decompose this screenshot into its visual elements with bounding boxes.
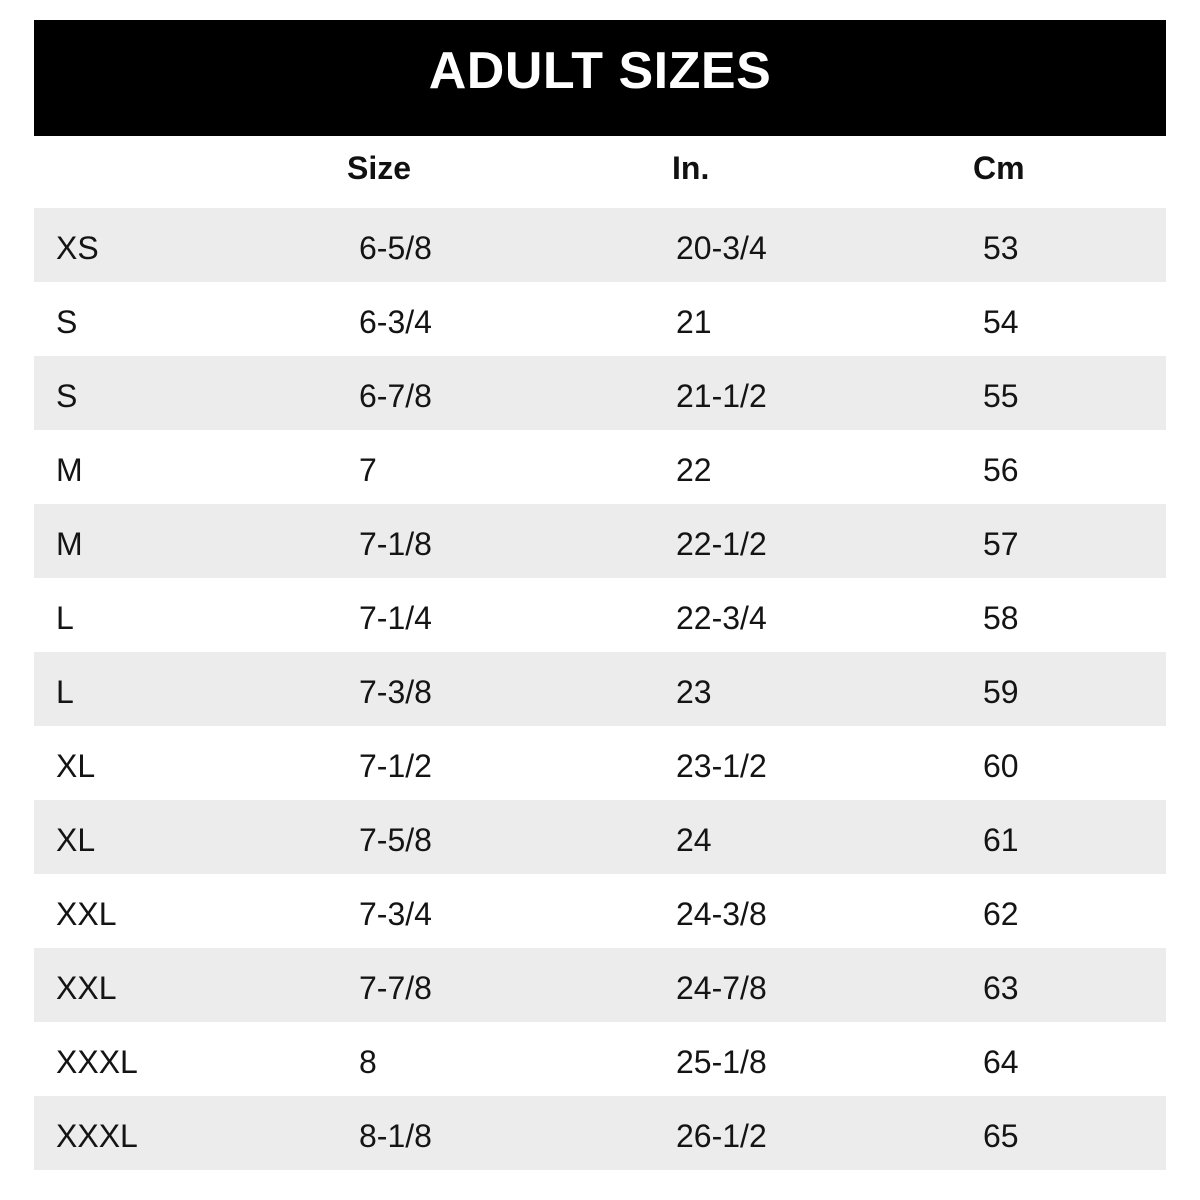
- cm-cell: 60: [983, 747, 1019, 784]
- cm-cell: 64: [983, 1043, 1019, 1080]
- size-label-cell: XXL: [56, 969, 117, 1006]
- size-label-cell: XXL: [56, 895, 117, 932]
- size-table-body: [34, 208, 1166, 1170]
- hat-size-cell: 7-1/2: [359, 747, 432, 784]
- inches-cell: 21: [676, 303, 712, 340]
- hat-size-cell: 7-3/8: [359, 673, 432, 710]
- hat-size-cell: 7: [359, 451, 377, 488]
- column-header-size: Size: [347, 149, 412, 186]
- cm-cell: 63: [983, 969, 1019, 1006]
- hat-size-cell: 7-1/8: [359, 525, 432, 562]
- hat-size-cell: 6-5/8: [359, 229, 432, 266]
- size-label-cell: M: [56, 451, 83, 488]
- table-header-row: [34, 136, 1166, 208]
- size-label-cell: XL: [56, 747, 96, 784]
- size-label-cell: XS: [56, 229, 99, 266]
- hat-size-cell: 7-1/4: [359, 599, 432, 636]
- hat-size-cell: 7-3/4: [359, 895, 432, 932]
- table-row: [34, 874, 1166, 948]
- size-label-cell: L: [56, 673, 74, 710]
- inches-cell: 22-1/2: [676, 525, 767, 562]
- cm-cell: 54: [983, 303, 1019, 340]
- cm-cell: 58: [983, 599, 1019, 636]
- hat-size-cell: 6-3/4: [359, 303, 432, 340]
- size-label-cell: XXXL: [56, 1117, 138, 1154]
- inches-cell: 23-1/2: [676, 747, 767, 784]
- inches-cell: 25-1/8: [676, 1043, 767, 1080]
- table-row: [34, 208, 1166, 282]
- column-header-inches: In.: [672, 149, 710, 186]
- chart-title-bar: [34, 20, 1166, 136]
- hat-size-cell: 8-1/8: [359, 1117, 432, 1154]
- table-row: [34, 726, 1166, 800]
- cm-cell: 59: [983, 673, 1019, 710]
- table-row: [34, 430, 1166, 504]
- inches-cell: 24: [676, 821, 712, 858]
- table-row: [34, 282, 1166, 356]
- size-label-cell: L: [56, 599, 74, 636]
- hat-size-cell: 7-5/8: [359, 821, 432, 858]
- table-row: [34, 948, 1166, 1022]
- table-row: [34, 578, 1166, 652]
- cm-cell: 61: [983, 821, 1019, 858]
- inches-cell: 24-3/8: [676, 895, 767, 932]
- table-row: [34, 652, 1166, 726]
- inches-cell: 26-1/2: [676, 1117, 767, 1154]
- inches-cell: 20-3/4: [676, 229, 767, 266]
- inches-cell: 24-7/8: [676, 969, 767, 1006]
- inches-cell: 21-1/2: [676, 377, 767, 414]
- hat-size-cell: 7-7/8: [359, 969, 432, 1006]
- cm-cell: 56: [983, 451, 1019, 488]
- cm-cell: 53: [983, 229, 1019, 266]
- hat-size-cell: 8: [359, 1043, 377, 1080]
- cm-cell: 62: [983, 895, 1019, 932]
- table-row: [34, 1096, 1166, 1170]
- inches-cell: 22-3/4: [676, 599, 767, 636]
- cm-cell: 57: [983, 525, 1019, 562]
- cm-cell: 55: [983, 377, 1019, 414]
- cm-cell: 65: [983, 1117, 1019, 1154]
- size-label-cell: XL: [56, 821, 96, 858]
- table-row: [34, 504, 1166, 578]
- inches-cell: 23: [676, 673, 712, 710]
- table-row: [34, 1022, 1166, 1096]
- size-label-cell: XXXL: [56, 1043, 138, 1080]
- size-label-cell: S: [56, 377, 78, 414]
- table-row: [34, 800, 1166, 874]
- hat-size-cell: 6-7/8: [359, 377, 432, 414]
- size-label-cell: M: [56, 525, 83, 562]
- column-header-cm: Cm: [973, 149, 1025, 186]
- chart-title: ADULT SIZES: [428, 42, 772, 100]
- inches-cell: 22: [676, 451, 712, 488]
- table-row: [34, 356, 1166, 430]
- size-label-cell: S: [56, 303, 78, 340]
